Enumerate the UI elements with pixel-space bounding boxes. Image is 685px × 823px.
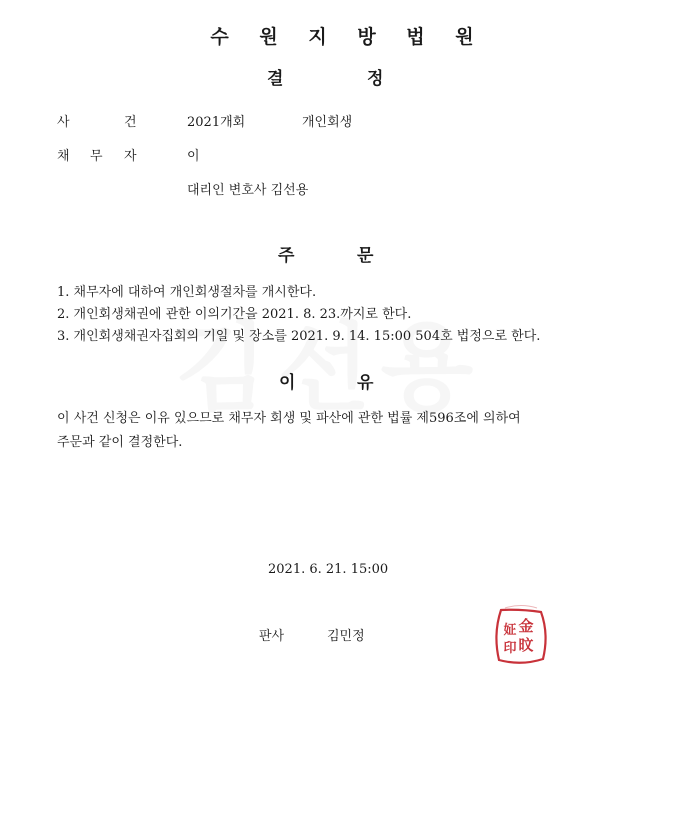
doc-type-char: 결 (267, 69, 284, 89)
judge-name: 김민정 (327, 629, 365, 644)
seal-char: 金 (518, 617, 534, 635)
case-number: 2021개회 (187, 115, 246, 130)
order-item: 3. 개인회생채권자집회의 기일 및 장소를 2021. 9. 14. 15:00 504호 법정으로 한다. (57, 329, 541, 344)
reason-heading-char: 이 (279, 373, 296, 393)
order-item: 1. 채무자에 대하여 개인회생절차를 개시한다. (57, 285, 317, 300)
court-char: 원 (455, 26, 475, 48)
case-type: 개인회생 (302, 115, 353, 130)
debtor-label-char: 무 (90, 149, 103, 164)
seal-char: 姃 (503, 623, 517, 638)
seal-char: 印 (503, 641, 517, 656)
debtor-label-char: 채 (57, 149, 70, 164)
reason-line: 주문과 같이 결정한다. (57, 435, 183, 450)
seal-char: 旼 (518, 636, 534, 654)
doc-type-char: 정 (367, 69, 384, 89)
court-char: 원 (259, 26, 279, 48)
court-char: 법 (406, 26, 426, 48)
debtor-name: 이 (187, 149, 200, 164)
decision-date: 2021. 6. 21. 15:00 (268, 562, 389, 577)
order-item: 2. 개인회생채권에 관한 이의기간을 2021. 8. 23.까지로 한다. (57, 307, 412, 322)
reason-heading-char: 유 (357, 373, 374, 393)
reason-line: 이 사건 신청은 이유 있으므로 채무자 회생 및 파산에 관한 법률 제596조에 의하여 (57, 411, 521, 426)
court-name (0, 22, 685, 49)
case-label-char: 사 (57, 115, 70, 130)
court-char: 지 (308, 26, 328, 48)
case-label-char: 건 (124, 115, 137, 130)
court-char: 수 (210, 26, 230, 48)
order-heading-char: 주 (278, 246, 295, 266)
debtor-label-char: 자 (124, 149, 137, 164)
judge-seal (491, 604, 551, 668)
court-char: 방 (357, 26, 377, 48)
order-heading-char: 문 (357, 246, 374, 266)
judge-title: 판사 (259, 629, 285, 644)
debtor-agent: 대리인 변호사 김선용 (187, 183, 309, 198)
